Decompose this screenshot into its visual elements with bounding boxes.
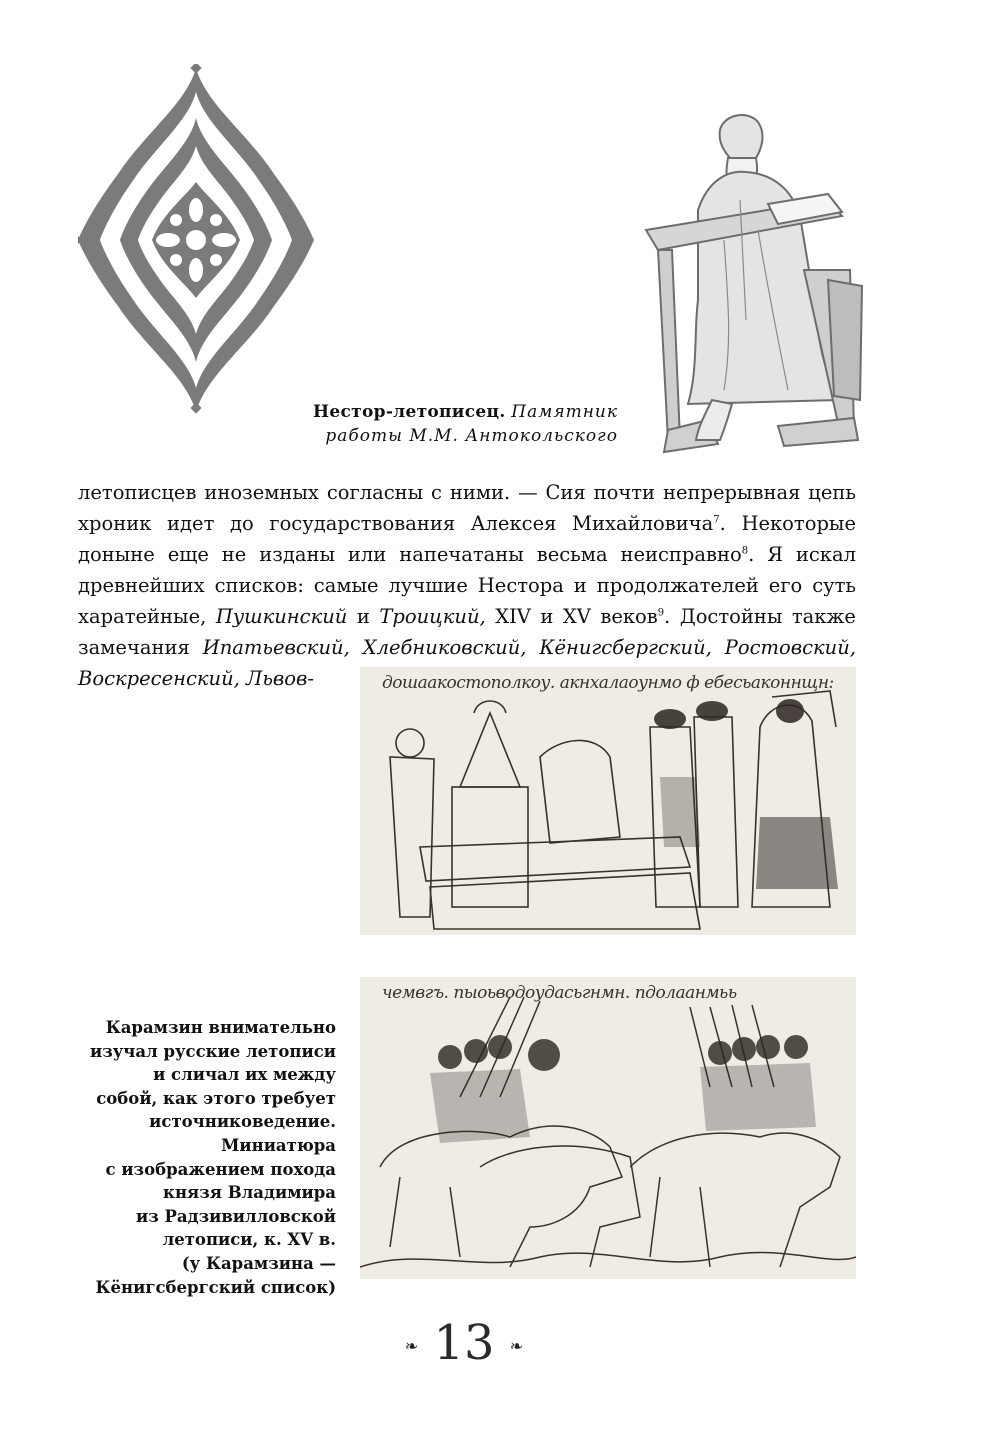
footnote-ref-7: 7 [713, 514, 720, 526]
left-ornament-icon: ❧ [404, 1336, 419, 1356]
body-text-4: и [347, 605, 380, 628]
caption-line: из Радзивилловской [135, 1206, 336, 1226]
caption-line: летописи, к. XV в. [162, 1230, 336, 1250]
footnote-ref-8: 8 [741, 545, 749, 557]
statue-caption [300, 400, 618, 448]
caption-line: Карамзин внимательно [105, 1018, 336, 1037]
page-number [404, 1315, 524, 1375]
miniature-caption [80, 1016, 336, 1299]
caption-line: и сличал их между [153, 1065, 336, 1085]
footnote-ref-9: 9 [657, 607, 665, 619]
body-italic-list: Ипатьевский, Хлебниковский, Кёнигсбергский, Ростовский, Воскресенский, Львов- [78, 636, 856, 690]
statue-caption-subtitle-1: Памятник [511, 402, 618, 422]
caption-line: с изображением похода [105, 1159, 336, 1179]
body-italic-troitsky: Троицкий, [379, 605, 486, 628]
body-text-5: XIV и XV веков [485, 605, 658, 628]
caption-line: изучал русские летописи [89, 1041, 336, 1061]
statue-caption-subtitle-2: работы М.М. Антокольского [325, 426, 618, 446]
caption-line: Кёнигсбергский список) [95, 1277, 336, 1297]
body-italic-pushkin: Пушкинский [215, 605, 348, 628]
caption-line: собой, как этого требует [96, 1088, 336, 1108]
caption-line: (у Карамзина — [181, 1253, 336, 1273]
miniature-2-script: чемвгъ. пыоьводоудасьгнмн. пдолаанмьь [382, 983, 737, 1003]
caption-line: князя Владимира [163, 1183, 336, 1203]
page-number-value: 13 [433, 1315, 495, 1371]
right-ornament-icon: ❧ [509, 1336, 524, 1356]
caption-line: Миниатюра [221, 1135, 336, 1155]
body-text-1: летописцев иноземных согласны с ними. — Сия почти непрерывная цепь хроник идет до государствования Алексея Михайловича [78, 481, 856, 535]
miniature-burial-image [360, 667, 856, 935]
statue-caption-title: Нестор-летописец. [313, 402, 506, 422]
miniature-1-script: дошаакостополкоу. акнхалаоунмо ф ебесьаконнщн: [382, 673, 834, 693]
body-paragraph [78, 477, 856, 694]
body-text-3: . Я искал древнейших списков: самые лучшие Нестора и продолжателей его суть харатейные, [78, 543, 856, 628]
diamond-ornament-icon [78, 64, 314, 416]
body-text-6: . Достойны также замечания [78, 605, 856, 659]
miniature-campaign-image [360, 977, 856, 1279]
body-text-2: . Некоторые доныне еще не изданы или напечатаны весьма неисправно [78, 512, 856, 566]
caption-line: источниковедение. [149, 1112, 336, 1132]
statue-image [628, 100, 868, 462]
